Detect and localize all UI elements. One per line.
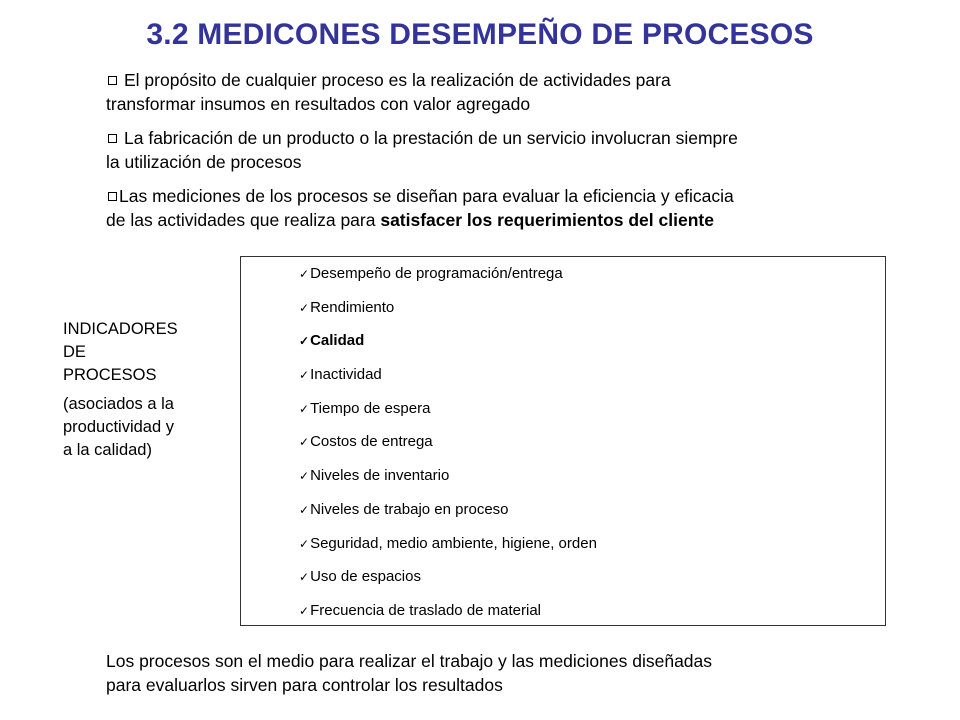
checkmark-icon: ✓ <box>299 300 310 315</box>
indicator-item <box>299 364 597 398</box>
note-line: productividad y <box>63 418 174 436</box>
checkmark-icon: ✓ <box>299 469 310 484</box>
indicator-label: Seguridad, medio ambiente, higiene, orden <box>310 534 597 552</box>
bullet-text: de las actividades que realiza para <box>106 210 381 230</box>
indicator-label: Calidad <box>310 332 365 350</box>
bullet-text: El propósito de cualquier proceso es la realización de actividades para <box>124 70 671 90</box>
indicator-item <box>299 566 597 600</box>
checkmark-icon: ✓ <box>299 435 310 450</box>
square-bullet-icon <box>108 134 117 143</box>
bullet-text: Las mediciones de los procesos se diseñan para evaluar la eficiencia y eficacia <box>119 186 734 206</box>
note-line: a la calidad) <box>63 441 152 459</box>
note-line: (asociados a la <box>63 395 174 413</box>
bullet-list <box>106 68 886 242</box>
page-title: 3.2 MEDICONES DESEMPEÑO DE PROCESOS <box>146 18 814 51</box>
square-bullet-icon <box>108 76 117 85</box>
checkmark-icon: ✓ <box>299 603 310 618</box>
indicator-item <box>299 465 597 499</box>
indicator-label: Niveles de inventario <box>310 467 450 485</box>
checkmark-icon: ✓ <box>299 368 310 383</box>
heading-line: INDICADORES <box>63 320 178 338</box>
indicators-list <box>299 263 597 634</box>
indicators-caption <box>63 318 223 468</box>
indicator-label: Tiempo de espera <box>310 399 431 417</box>
indicator-item <box>299 330 597 364</box>
indicator-label: Niveles de trabajo en proceso <box>310 500 509 518</box>
indicator-label: Frecuencia de traslado de material <box>310 601 542 619</box>
indicator-item <box>299 431 597 465</box>
indicator-label: Costos de entrega <box>310 433 433 451</box>
indicators-box <box>240 256 886 626</box>
footer-line: Los procesos son el medio para realizar el trabajo y las mediciones diseñadas <box>106 651 713 671</box>
indicators-heading <box>63 318 223 387</box>
indicator-label: Desempeño de programación/entrega <box>310 265 563 282</box>
indicator-item <box>299 398 597 432</box>
indicator-item <box>299 263 597 297</box>
checkmark-icon: ✓ <box>299 502 310 517</box>
bullet-text: la utilización de procesos <box>106 152 302 172</box>
indicator-item <box>299 297 597 331</box>
checkmark-icon: ✓ <box>299 334 310 349</box>
bullet-emphasis: satisfacer los requerimientos del cliente <box>380 210 714 230</box>
indicator-label: Inactividad <box>310 366 382 384</box>
indicators-note <box>63 393 223 462</box>
bullet-text: transformar insumos en resultados con valor agregado <box>106 94 531 114</box>
footer-line: para evaluarlos sirven para controlar los resultados <box>106 675 503 695</box>
indicator-item <box>299 499 597 533</box>
indicator-item <box>299 600 597 634</box>
heading-line: DE <box>63 343 86 361</box>
indicator-label: Uso de espacios <box>310 568 421 586</box>
square-bullet-icon <box>108 192 117 201</box>
indicator-label: Rendimiento <box>310 298 395 316</box>
heading-line: PROCESOS <box>63 366 157 384</box>
bullet-item <box>106 184 886 232</box>
indicator-item <box>299 533 597 567</box>
checkmark-icon: ✓ <box>299 570 310 585</box>
footer-text <box>106 649 906 697</box>
bullet-item <box>106 126 886 174</box>
checkmark-icon: ✓ <box>299 536 310 551</box>
bullet-text: La fabricación de un producto o la prestación de un servicio involucran siempre <box>124 128 738 148</box>
checkmark-icon: ✓ <box>299 267 310 281</box>
bullet-item <box>106 68 886 116</box>
checkmark-icon: ✓ <box>299 401 310 416</box>
